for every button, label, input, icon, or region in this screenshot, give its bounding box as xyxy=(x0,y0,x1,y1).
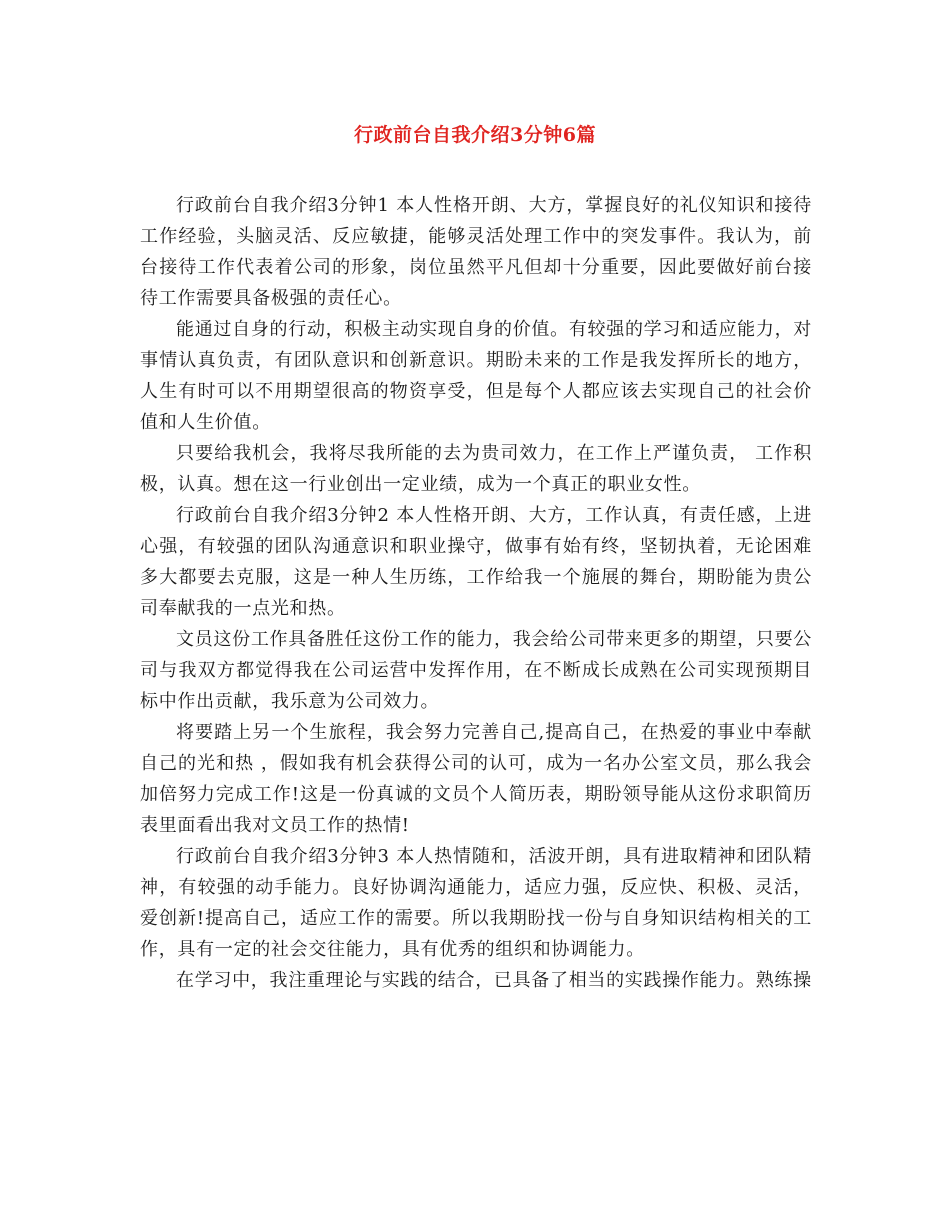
document-title: 行政前台自我介绍3分钟6篇 xyxy=(354,124,596,146)
paragraph-3: 只要给我机会，我将尽我所能的去为贵司效力，在工作上严谨负责， 工作积极，认真。想在这一行业创出一定业绩，成为一个真正的职业女性。 xyxy=(140,443,812,495)
paragraph-4: 行政前台自我介绍3分钟2 本人性格开朗、大方，工作认真，有责任感，上进心强，有较强的团队沟通意识和职业操守，做事有始有终，坚韧执着，无论困难多大都要去克服，这是一种人生历练，工作给我一个施展的舞台，期盼能为贵公司奉献我的一点光和热。 xyxy=(140,505,812,619)
paragraph-1: 行政前台自我介绍3分钟1 本人性格开朗、大方，掌握良好的礼仪知识和接待工作经验，头脑灵活、反应敏捷，能够灵活处理工作中的突发事件。我认为，前台接待工作代表着公司的形象，岗位虽然平凡但却十分重要，因此要做好前台接待工作需要具备极强的责任心。 xyxy=(140,195,812,309)
paragraph-6: 将要踏上另一个生旅程，我会努力完善自己,提高自己，在热爱的事业中奉献自己的光和热 ，假如我有机会获得公司的认可，成为一名办公室文员，那么我会加倍努力完成工作!这是一份真诚的文员个人简历表，期盼领导能从这份求职简历表里面看出我对文员工作的热情! xyxy=(140,722,812,836)
paragraph-7: 行政前台自我介绍3分钟3 本人热情随和，活波开朗，具有进取精神和团队精神，有较强的动手能力。良好协调沟通能力，适应力强，反应快、积极、灵活，爱创新!提高自己，适应工作的需要。所以我期盼找一份与自身知识结构相关的工作，具有一定的社会交往能力，具有优秀的组织和协调能力。 xyxy=(140,846,812,960)
paragraph-8: 在学习中，我注重理论与实践的结合，已具备了相当的实践操作能力。熟练操 xyxy=(176,970,812,991)
document-body xyxy=(140,190,812,996)
paragraph-5: 文员这份工作具备胜任这份工作的能力，我会给公司带来更多的期望，只要公司与我双方都觉得我在公司运营中发挥作用，在不断成长成熟在公司实现预期目标中作出贡献，我乐意为公司效力。 xyxy=(140,629,812,712)
paragraph-2: 能通过自身的行动，积极主动实现自身的价值。有较强的学习和适应能力，对事情认真负责，有团队意识和创新意识。期盼未来的工作是我发挥所长的地方，人生有时可以不用期望很高的物资享受，但是每个人都应该去实现自己的社会价值和人生价值。 xyxy=(140,319,812,433)
